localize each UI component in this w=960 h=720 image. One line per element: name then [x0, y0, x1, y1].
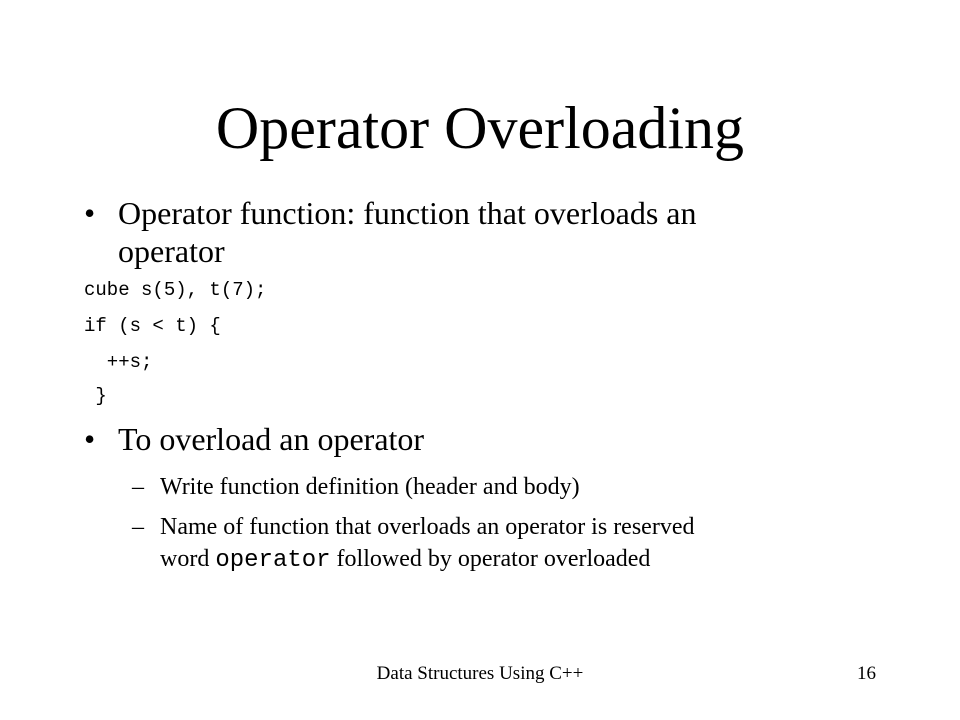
code-line-3: ++s;	[84, 351, 153, 373]
slide-title: Operator Overloading	[215, 95, 745, 161]
sub-bullet-2-post: followed by operator overloaded	[330, 546, 651, 572]
code-line-4: }	[84, 385, 107, 407]
bullet-2-text: To overload an operator	[118, 421, 425, 457]
sub-bullet-marker: –	[132, 474, 144, 500]
sub-bullet-2-line-1: Name of function that overloads an operator is reserved	[160, 514, 695, 540]
bullet-marker: •	[84, 421, 96, 457]
code-line-1: cube s(5), t(7);	[84, 279, 267, 301]
footer-course-title: Data Structures Using C++	[376, 663, 584, 684]
bullet-marker: •	[84, 195, 96, 231]
sub-bullet-2-pre: word	[160, 546, 216, 572]
code-line-2: if (s < t) {	[84, 315, 221, 337]
sub-bullet-2-line-2	[160, 544, 650, 576]
bullet-1-line-1: Operator function: function that overloads an	[118, 195, 697, 231]
bullet-1-line-2: operator	[118, 233, 225, 269]
page-number: 16	[857, 663, 876, 684]
sub-bullet-marker: –	[132, 514, 144, 540]
sub-bullet-1-text: Write function definition (header and body)	[160, 474, 580, 500]
keyword-operator: operator	[215, 547, 331, 574]
